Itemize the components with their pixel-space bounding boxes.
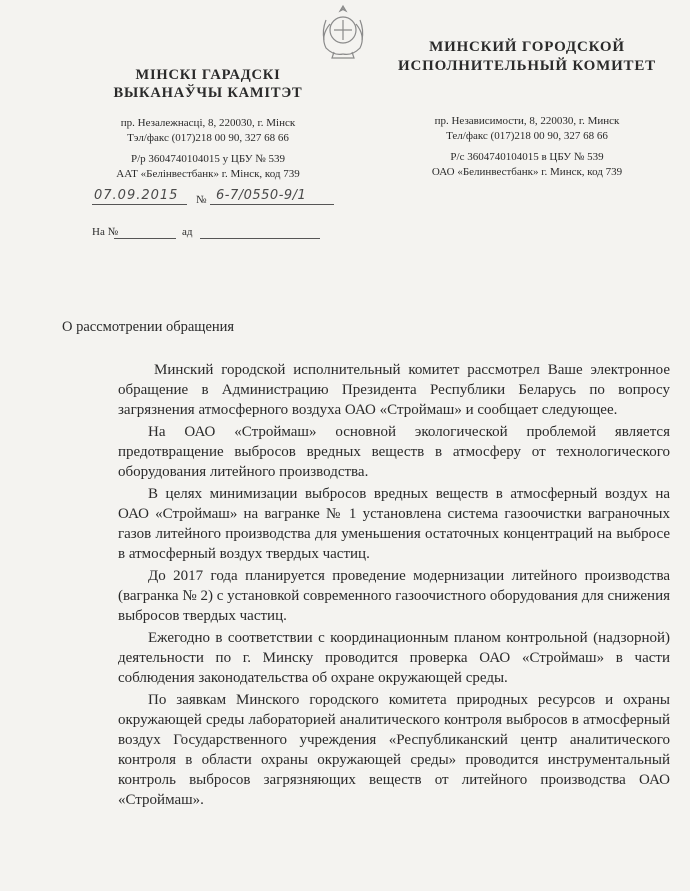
from-label: ад — [182, 226, 193, 238]
header-russian — [382, 38, 672, 186]
body-paragraph: На ОАО «Строймаш» основной экологической проблемой является предотвращение выбросов вредных веществ в атмосферу от технологического оборудования литейного производства. — [118, 424, 670, 480]
underline — [92, 204, 187, 205]
address: пр. Незалежнасці, 8, 220030, г. Мінск — [120, 117, 296, 129]
incoming-reference-line — [92, 226, 332, 242]
registration-line — [92, 188, 342, 210]
bank-name: ААТ «Белінвестбанк» г. Мінск, код 739 — [116, 167, 300, 180]
org-name-russian — [382, 38, 672, 76]
body-paragraph: В целях минимизации выбросов вредных веществ в атмосферный воздух на ОАО «Строймаш» на вагранке № 1 установлена система газоочистки ваграночных газов литейного производства для уменьшения остаточных концентраций на выбросе в атмосферный воздух твердых частиц. — [118, 486, 670, 562]
underline — [210, 204, 334, 205]
body-paragraph: До 2017 года планируется проведение модернизации литейного производства (вагранка № 2) с установкой современного газоочистного оборудования для снижения выбросов твердых частиц. — [118, 568, 670, 624]
incoming-label: На № — [92, 226, 119, 238]
subject-line: О рассмотрении обращения — [62, 319, 235, 335]
handwritten-date: 07.09.2015 — [94, 188, 179, 203]
underline — [114, 238, 176, 239]
phone-fax: Тэл/факс (017)218 00 90, 327 68 66 — [127, 131, 289, 144]
header-belarusian — [78, 66, 338, 188]
org-name-line: ИСПОЛНИТЕЛЬНЫЙ КОМИТЕТ — [398, 58, 656, 74]
org-name-belarusian — [78, 66, 338, 102]
handwritten-number: 6-7/0550-9/1 — [216, 188, 307, 203]
body-paragraph: Ежегодно в соответствии с координационным планом контрольной (надзорной) деятельности по г. Минску проводится проверка ОАО «Строймаш» в части соблюдения законодательства об охране окружающей среды. — [118, 630, 670, 686]
org-name-line: МИНСКИЙ ГОРОДСКОЙ — [429, 39, 625, 55]
state-emblem-icon — [312, 2, 374, 62]
bank-name: ОАО «Белинвестбанк» г. Минск, код 739 — [431, 165, 623, 178]
phone-fax: Тел/факс (017)218 00 90, 327 68 66 — [446, 129, 608, 142]
bank-account: Р/р 3604740104015 у ЦБУ № 539 — [130, 153, 286, 165]
org-name-line: ВЫКАНАЎЧЫ КАМІТЭТ — [113, 85, 303, 101]
org-name-line: МІНСКІ ГАРАДСКІ — [135, 67, 281, 83]
bank-account: Р/с 3604740104015 в ЦБУ № 539 — [450, 151, 604, 163]
underline — [200, 238, 320, 239]
body-paragraph: Минский городской исполнительный комитет рассмотрел Ваше электронное обращение в Администрацию Президента Республики Беларусь по вопросу загрязнения атмосферного воздуха ОАО «Строймаш» и сообщает следующее. — [118, 362, 670, 418]
address: пр. Независимости, 8, 220030, г. Минск — [434, 115, 620, 127]
letter-body — [118, 360, 670, 812]
body-paragraph: По заявкам Минского городского комитета природных ресурсов и охраны окружающей среды лабораторией аналитического контроля выбросов в атмосферный воздух Государственного учреждения «Республиканский центр аналитического контроля в области охраны окружающей среды» проводится инструментальный контроль выбросов загрязняющих веществ от литейного производства ОАО «Строймаш». — [118, 692, 670, 808]
number-label: № — [196, 194, 207, 206]
